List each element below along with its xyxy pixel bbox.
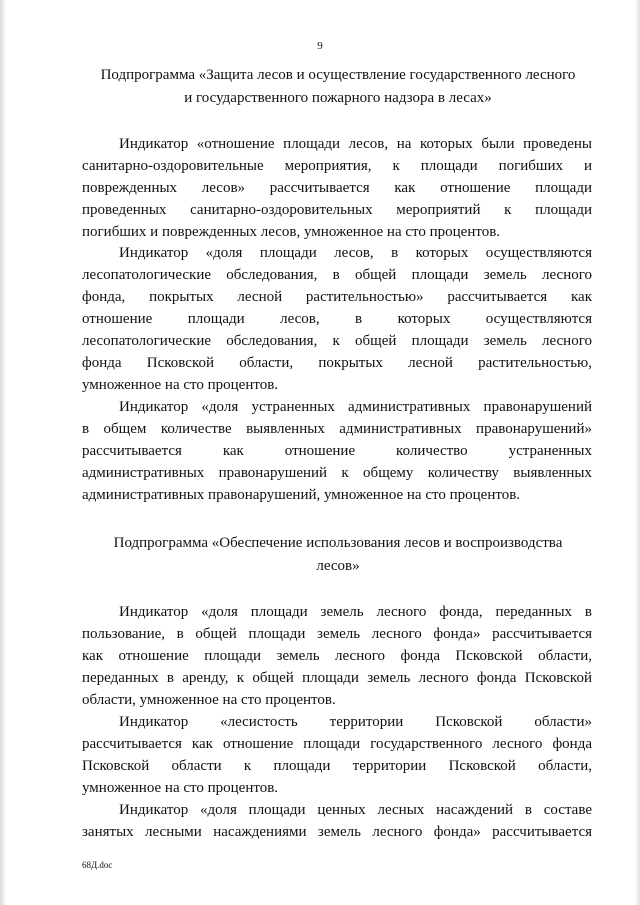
- paragraph-line: Индикатор «доля площади ценных лесных насаждений в составе: [119, 802, 592, 818]
- paragraph-line: переданных в аренду, к общей площади земель лесного фонда Псковской: [82, 670, 592, 686]
- paragraph-line: фонда Псковской области, покрытых лесной растительностью,: [82, 355, 592, 371]
- paragraph-line: Индикатор «доля площади земель лесного фонда, переданных в: [119, 604, 592, 620]
- paragraph-line: Псковской области к площади территории Псковской области,: [82, 758, 592, 774]
- paragraph-line: погибших и поврежденных лесов, умноженное на сто процентов.: [82, 224, 501, 240]
- paragraph-line: рассчитывается как отношение количество устраненных: [82, 443, 592, 459]
- page-number: 9: [317, 40, 323, 52]
- paragraph-line: поврежденных лесов» рассчитывается как отношение площади: [82, 180, 592, 196]
- paragraph-line: лесопатологические обследования, в общей площади земель лесного: [82, 267, 592, 283]
- paragraph-line: фонда, покрытых лесной растительностью» рассчитывается как: [82, 289, 592, 305]
- paragraph-line: отношение площади лесов, в которых осуществляются: [82, 311, 592, 327]
- paragraph-line: умноженное на сто процентов.: [82, 780, 279, 796]
- scan-left-edge: [0, 0, 6, 905]
- section-heading-forest-use: [78, 532, 598, 578]
- paragraph-line: административных правонарушений к общему количеству выявленных: [82, 465, 592, 481]
- paragraph-line: Индикатор «доля площади лесов, в которых осуществляются: [119, 245, 592, 261]
- paragraph-line: лесопатологические обследования, к общей площади земель лесного: [82, 333, 592, 349]
- paragraph-line: Индикатор «доля устраненных административных правонарушений: [119, 399, 592, 415]
- paragraph-line: занятых лесными насаждениями земель лесного фонда» рассчитывается: [82, 824, 592, 840]
- footer-filename: 68Д.doc: [82, 860, 113, 870]
- paragraph-line: умноженное на сто процентов.: [82, 377, 279, 393]
- heading-line: и государственного пожарного надзора в лесах»: [184, 90, 492, 106]
- section-heading-forest-protection: [78, 64, 598, 110]
- paragraph-line: административных правонарушений, умноженное на сто процентов.: [82, 487, 521, 503]
- heading-line: Подпрограмма «Защита лесов и осуществление государственного лесного: [100, 67, 576, 83]
- scan-right-edge: [635, 0, 640, 905]
- paragraph-line: области, умноженное на сто процентов.: [82, 692, 336, 708]
- paragraph-line: проведенных санитарно-оздоровительных мероприятий к площади: [82, 202, 592, 218]
- paragraph-line: в общем количестве выявленных административных правонарушений»: [82, 421, 592, 437]
- paragraph-line: Индикатор «лесистость территории Псковской области»: [119, 714, 592, 730]
- paragraph-line: санитарно-оздоровительные мероприятия, к площади погибших и: [82, 158, 592, 174]
- paragraph-line: как отношение площади земель лесного фонда Псковской области,: [82, 648, 592, 664]
- paragraph-line: рассчитывается как отношение площади государственного лесного фонда: [82, 736, 592, 752]
- heading-line: Подпрограмма «Обеспечение использования лесов и воспроизводства: [113, 535, 563, 551]
- paragraph-line: Индикатор «отношение площади лесов, на которых были проведены: [119, 136, 592, 152]
- heading-line: лесов»: [316, 558, 360, 574]
- paragraph-line: пользование, в общей площади земель лесного фонда» рассчитывается: [82, 626, 592, 642]
